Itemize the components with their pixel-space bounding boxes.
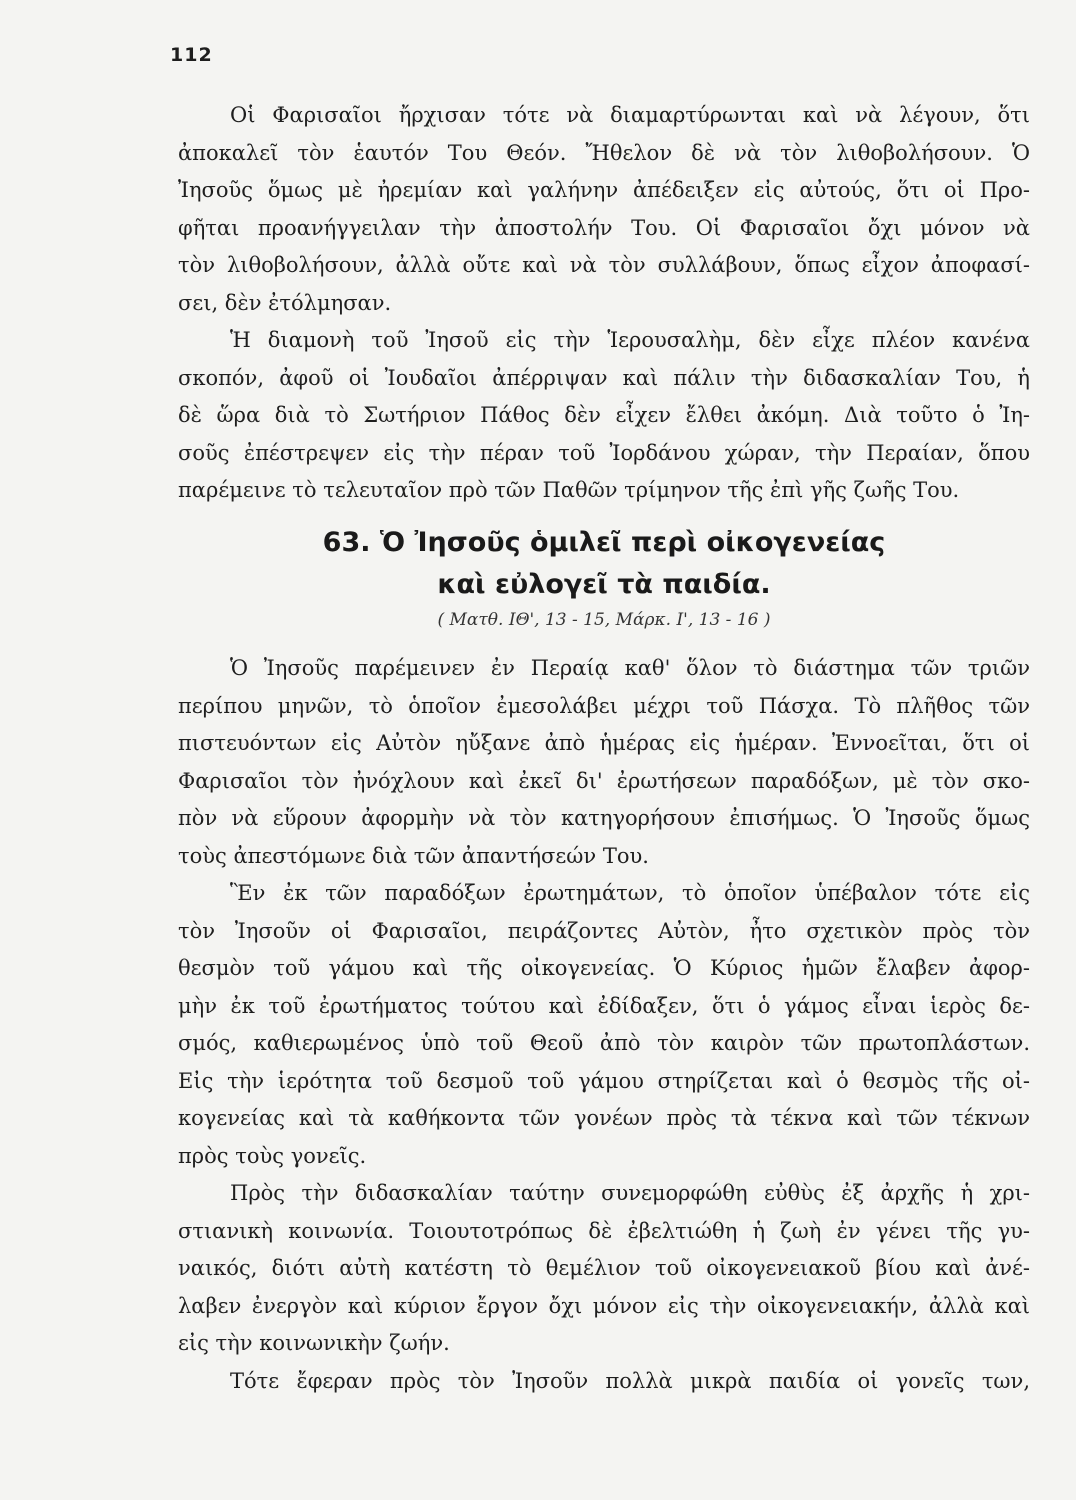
- paragraph-2-line: σκοπόν, ἀφοῦ οἱ Ἰουδαῖοι ἀπέρριψαν καὶ πάλιν τὴν διδασκαλίαν Του, ἡ: [178, 365, 1030, 390]
- paragraph-5-line: Πρὸς τὴν διδασκαλίαν ταύτην συνεμορφώθη εὐθὺς ἐξ ἀρχῆς ἡ χρι-: [230, 1181, 1030, 1205]
- paragraph-3-line: πιστευόντων εἰς Αὐτὸν ηὔξανε ἀπὸ ἡμέρας εἰς ἡμέραν. Ἐννοεῖται, ὅτι οἱ: [178, 731, 1030, 755]
- paragraph-1-line: τὸν λιθοβολήσουν, ἀλλὰ οὔτε καὶ νὰ τὸν συλλάβουν, ὅπως εἶχον ἀποφασί-: [178, 253, 1030, 277]
- paragraph-4-line: κογενείας καὶ τὰ καθήκοντα τῶν γονέων πρὸς τὰ τέκνα καὶ τῶν τέκνων: [178, 1106, 1030, 1130]
- paragraph-3-line: πὸν νὰ εὕρουν ἀφορμὴν νὰ τὸν κατηγορήσουν ἐπισήμως. Ὁ Ἰησοῦς ὅμως: [178, 806, 1030, 830]
- paragraph-4-line: σμός, καθιερωμένος ὑπὸ τοῦ Θεοῦ ἀπὸ τὸν καιρὸν τῶν πρωτοπλάστων.: [178, 1031, 1030, 1055]
- paragraph-1-line: φῆται προανήγγειλαν τὴν ἀποστολήν Του. Οἱ Φαρισαῖοι ὄχι μόνον νὰ: [178, 215, 1030, 240]
- paragraph-2-line: σοῦς ἐπέστρεψεν εἰς τὴν πέραν τοῦ Ἰορδάνου χώραν, τὴν Περαίαν, ὅπου: [178, 440, 1030, 465]
- paragraph-4-line: θεσμὸν τοῦ γάμου καὶ τῆς οἰκογενείας. Ὁ Κύριος ἡμῶν ἔλαβεν ἀφορ-: [178, 956, 1030, 980]
- paragraph-3-line: Ὁ Ἰησοῦς παρέμεινεν ἐν Περαίᾳ καθ' ὅλον τὸ διάστημα τῶν τριῶν: [230, 656, 1030, 680]
- paragraph-4-line: τὸν Ἰησοῦν οἱ Φαρισαῖοι, πειράζοντες Αὐτὸν, ἦτο σχετικὸν πρὸς τὸν: [178, 918, 1030, 943]
- paragraph-1-line: ἀποκαλεῖ τὸν ἑαυτόν Του Θεόν. Ἤθελον δὲ νὰ τὸν λιθοβολήσουν. Ὁ: [178, 140, 1030, 165]
- section-heading-line-1: 63. Ὁ Ἰησοῦς ὁμιλεῖ περὶ οἰκογενείας: [322, 527, 886, 558]
- paragraph-4-line: Εἰς τὴν ἱερότητα τοῦ δεσμοῦ τοῦ γάμου στηρίζεται καὶ ὁ θεσμὸς τῆς οἰ-: [178, 1068, 1030, 1093]
- paragraph-5-line: ναικός, διότι αὐτὴ κατέστη τὸ θεμέλιον τοῦ οἰκογενειακοῦ βίου καὶ ἀνέ-: [178, 1256, 1030, 1280]
- page-number: 112: [170, 44, 213, 66]
- paragraph-4-line: Ἓν ἐκ τῶν παραδόξων ἐρωτημάτων, τὸ ὁποῖον ὑπέβαλον τότε εἰς: [230, 881, 1030, 905]
- section-heading-line-2: καὶ εὐλογεῖ τὰ παιδία.: [437, 569, 771, 600]
- paragraph-2-line: δὲ ὥρα διὰ τὸ Σωτήριον Πάθος δὲν εἶχεν ἔλθει ἀκόμη. Διὰ τοῦτο ὁ Ἰη-: [178, 403, 1030, 427]
- text-block-bottom: [178, 650, 1030, 1400]
- paragraph-3-line: τοὺς ἀπεστόμωνε διὰ τῶν ἀπαντήσεών Του.: [178, 843, 649, 868]
- text-block-top: [178, 97, 1030, 510]
- paragraph-3-line: Φαρισαῖοι τὸν ἠνόχλουν καὶ ἐκεῖ δι' ἐρωτήσεων παραδόξων, μὲ τὸν σκο-: [178, 768, 1030, 793]
- paragraph-1-line: Οἱ Φαρισαῖοι ἤρχισαν τότε νὰ διαμαρτύρωνται καὶ νὰ λέγουν, ὅτι: [230, 103, 1030, 127]
- scripture-reference: ( Ματθ. ΙΘ', 13 - 15, Μάρκ. Ι', 13 - 16 ): [437, 610, 771, 630]
- section-heading: [178, 522, 1030, 606]
- paragraph-6-line: Τότε ἔφεραν πρὸς τὸν Ἰησοῦν πολλὰ μικρὰ παιδία οἱ γονεῖς των,: [230, 1368, 1030, 1393]
- paragraph-3-line: περίπου μηνῶν, τὸ ὁποῖον ἐμεσολάβει μέχρι τοῦ Πάσχα. Τὸ πλῆθος τῶν: [178, 693, 1030, 718]
- paragraph-1-line: Ἰησοῦς ὅμως μὲ ἠρεμίαν καὶ γαλήνην ἀπέδειξεν εἰς αὐτούς, ὅτι οἱ Προ-: [178, 178, 1030, 202]
- paragraph-5-line: στιανικὴ κοινωνία. Τοιουτοτρόπως δὲ ἐβελτιώθη ἡ ζωὴ ἐν γένει τῆς γυ-: [178, 1218, 1030, 1243]
- paragraph-1-line: σει, δὲν ἐτόλμησαν.: [178, 290, 392, 315]
- paragraph-2-line: παρέμεινε τὸ τελευταῖον πρὸ τῶν Παθῶν τρίμηνον τῆς ἐπὶ γῆς ζωῆς Του.: [178, 478, 960, 502]
- paragraph-4-line: πρὸς τοὺς γονεῖς.: [178, 1143, 367, 1168]
- paragraph-4-line: μὴν ἐκ τοῦ ἐρωτήματος τούτου καὶ ἐδίδαξεν, ὅτι ὁ γάμος εἶναι ἱερὸς δε-: [178, 993, 1030, 1018]
- paragraph-5-line: εἰς τὴν κοινωνικὴν ζωήν.: [178, 1331, 450, 1355]
- paragraph-5-line: λαβεν ἐνεργὸν καὶ κύριον ἔργον ὄχι μόνον εἰς τὴν οἰκογενειακήν, ἀλλὰ καὶ: [178, 1293, 1030, 1318]
- paragraph-2-line: Ἡ διαμονὴ τοῦ Ἰησοῦ εἰς τὴν Ἱερουσαλὴμ, δὲν εἶχε πλέον κανένα: [230, 328, 1030, 352]
